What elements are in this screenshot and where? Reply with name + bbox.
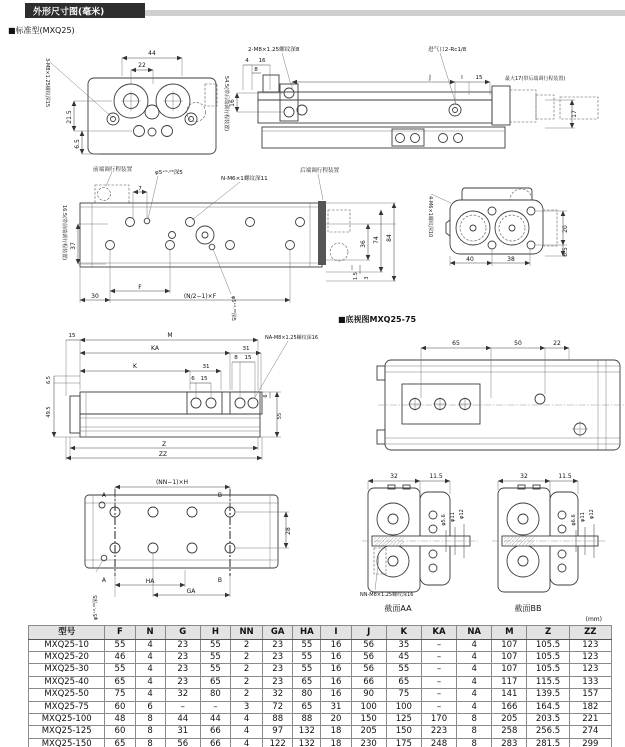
value-cell: 65 [105, 738, 135, 747]
dim-label: (NN−1)×H [155, 479, 189, 486]
value-cell: – [421, 676, 456, 688]
annotation-thread-table: N-M6×1螺纹深11 [221, 176, 268, 182]
value-cell: 122 [263, 738, 293, 747]
value-cell: 55 [105, 664, 135, 676]
value-cell: 23 [263, 676, 293, 688]
value-cell: 16 [321, 651, 351, 663]
value-cell: 55 [293, 651, 321, 663]
value-cell: 4 [457, 676, 492, 688]
value-cell: 56 [351, 664, 386, 676]
value-cell: 35 [386, 639, 421, 651]
dim-label: 40 [466, 256, 474, 263]
column-header: ZZ [569, 626, 611, 640]
column-header: 型号 [29, 626, 105, 640]
value-cell: 2 [230, 676, 262, 688]
dim-label: 6.5 [562, 247, 569, 257]
value-cell: 203.5 [527, 713, 569, 725]
value-cell: 107 [492, 664, 527, 676]
dim-label: 21.5 [66, 110, 73, 124]
value-cell: – [200, 701, 230, 713]
value-cell: 125 [386, 713, 421, 725]
value-cell: 170 [421, 713, 456, 725]
dim-label: 37 [70, 242, 77, 250]
units-note: (mm) [585, 616, 602, 623]
value-cell: 16 [321, 639, 351, 651]
value-cell: 80 [293, 689, 321, 701]
table-row [29, 689, 612, 701]
value-cell: 23 [165, 651, 200, 663]
value-cell: 55 [200, 639, 230, 651]
column-header: GA [263, 626, 293, 640]
value-cell: 132 [293, 738, 321, 747]
value-cell: 23 [263, 664, 293, 676]
value-cell: 66 [351, 676, 386, 688]
section-label-a-top: A [101, 492, 106, 499]
value-cell: – [421, 664, 456, 676]
value-cell: 281.5 [527, 738, 569, 747]
column-header: HA [293, 626, 321, 640]
dim-label: 8 [234, 355, 238, 361]
value-cell: 117 [492, 676, 527, 688]
value-cell: 166 [492, 701, 527, 713]
dim-label: 31 [242, 346, 250, 352]
value-cell: 66 [200, 738, 230, 747]
column-header: N [135, 626, 165, 640]
value-cell: 256.5 [527, 726, 569, 738]
value-cell: 4 [135, 664, 165, 676]
dim-label: K [133, 363, 137, 370]
value-cell: 4 [457, 664, 492, 676]
model-cell: MXQ25-30 [29, 664, 105, 676]
value-cell: 105.5 [527, 651, 569, 663]
value-cell: 65 [293, 701, 321, 713]
table-row [29, 738, 612, 747]
bottom-view-75-drawing [338, 314, 624, 450]
dim-label: 15 [68, 333, 76, 339]
value-cell: 8 [457, 726, 492, 738]
value-cell: 223 [421, 726, 456, 738]
value-cell: 4 [457, 651, 492, 663]
value-cell: 2 [230, 639, 262, 651]
annotation-thread-front: 3-M8×1.25螺纹深15 [44, 58, 50, 108]
dim-label: M [167, 332, 173, 339]
value-cell: 4 [230, 726, 262, 738]
dim-label: Z [161, 441, 167, 448]
value-cell: 90 [351, 689, 386, 701]
value-cell: 65 [293, 676, 321, 688]
value-cell: 139.5 [527, 689, 569, 701]
column-header: J [351, 626, 386, 640]
table-row [29, 713, 612, 725]
dim-label: 65 [452, 340, 460, 347]
dim-label: φ5.6 [441, 514, 447, 526]
model-cell: MXQ25-20 [29, 651, 105, 663]
value-cell: 132 [293, 726, 321, 738]
section-bb-drawing [492, 473, 606, 613]
value-cell: 4 [230, 713, 262, 725]
value-cell: 55 [293, 664, 321, 676]
value-cell: 100 [386, 701, 421, 713]
dim-label: I [461, 75, 463, 81]
column-header: G [165, 626, 200, 640]
value-cell: 16 [321, 664, 351, 676]
table-row [29, 639, 612, 651]
bottom-view-drawing [46, 332, 318, 460]
section-aa-drawing [360, 473, 478, 613]
value-cell: 123 [569, 651, 611, 663]
page-title: 外形尺寸图(毫米) [33, 7, 105, 18]
value-cell: 65 [200, 676, 230, 688]
dim-label: GA [186, 588, 196, 595]
value-cell: 8 [457, 738, 492, 747]
dim-label: 15 [244, 355, 252, 361]
dim-label: 15 [475, 75, 483, 81]
dim-label: 32 [390, 473, 398, 480]
dim-label: 11.5 [429, 473, 443, 480]
rear-end-view-drawing [427, 188, 569, 266]
column-header: NN [230, 626, 262, 640]
value-cell: 248 [421, 738, 456, 747]
dim-label: 7 [138, 186, 142, 192]
dim-label: 6.5 [46, 376, 52, 384]
column-header: F [105, 626, 135, 640]
dim-label: 30 [91, 293, 99, 300]
value-cell: 56 [351, 651, 386, 663]
model-cell: MXQ25-10 [29, 639, 105, 651]
annotation-pin-hole-plate: φ5⁺⁰·⁰³深5 [93, 595, 99, 620]
value-cell: – [421, 639, 456, 651]
value-cell: 182 [569, 701, 611, 713]
dim-label: 28 [285, 527, 292, 535]
value-cell: 32 [165, 689, 200, 701]
table-row [29, 701, 612, 713]
dim-label: 84 [386, 234, 393, 242]
table-row [29, 651, 612, 663]
value-cell: 65 [386, 676, 421, 688]
dim-label: 44 [148, 50, 156, 57]
column-header: H [200, 626, 230, 640]
value-cell: 65 [105, 676, 135, 688]
value-cell: 55 [200, 664, 230, 676]
section-standard-label: ■标准型(MXQ25) [8, 26, 75, 35]
value-cell: 123 [569, 639, 611, 651]
value-cell: 3 [230, 701, 262, 713]
value-cell: 4 [135, 689, 165, 701]
value-cell: 16 [321, 689, 351, 701]
value-cell: 55 [386, 664, 421, 676]
value-cell: 4 [457, 639, 492, 651]
model-cell: MXQ25-125 [29, 726, 105, 738]
value-cell: 8 [135, 738, 165, 747]
value-cell: 175 [386, 738, 421, 747]
value-cell: 221 [569, 713, 611, 725]
dim-label: F [138, 284, 142, 291]
dim-label: φ11 [580, 512, 586, 522]
value-cell: 18 [321, 726, 351, 738]
value-cell: 31 [165, 726, 200, 738]
dim-label: 4 [245, 58, 249, 64]
column-header: Z [527, 626, 569, 640]
value-cell: – [165, 701, 200, 713]
value-cell: 66 [200, 726, 230, 738]
column-header: NA [457, 626, 492, 640]
value-cell: 23 [263, 639, 293, 651]
value-cell: 32 [263, 689, 293, 701]
value-cell: 115.5 [527, 676, 569, 688]
model-cell: MXQ25-150 [29, 738, 105, 747]
value-cell: 123 [569, 664, 611, 676]
dim-label: KA [151, 345, 159, 352]
annotation-thread-rear: 4-M6×1螺纹深10 [427, 196, 433, 238]
value-cell: 8 [135, 713, 165, 725]
annotation-max-stroke: 最大17(带后端调行程装置) [505, 76, 566, 82]
dim-label: 74 [373, 236, 380, 244]
value-cell: 2 [230, 651, 262, 663]
table-row [29, 676, 612, 688]
dim-label: 8 [254, 67, 258, 73]
value-cell: 230 [351, 738, 386, 747]
value-cell: 60 [105, 701, 135, 713]
dim-label: 3 [364, 276, 370, 280]
model-cell: MXQ25-50 [29, 689, 105, 701]
value-cell: 23 [165, 676, 200, 688]
value-cell: 23 [165, 639, 200, 651]
dim-label: (N/2−1)×F [183, 293, 217, 300]
section-label-a-bottom: A [101, 577, 106, 584]
annotation-height-note-plan: 16.5(带前端调行程装置) [61, 205, 67, 261]
dim-label: HA [145, 578, 155, 585]
section-label-b-top: B [217, 492, 222, 499]
bottom-view-75-title: ■底视图MXQ25-75 [338, 315, 417, 324]
value-cell: 283 [492, 738, 527, 747]
annotation-thread-top: 2-M8×1.25螺纹深8 [248, 47, 300, 53]
value-cell: 23 [263, 651, 293, 663]
value-cell: 88 [263, 713, 293, 725]
value-cell: 141 [492, 689, 527, 701]
value-cell: 157 [569, 689, 611, 701]
dim-label: 15 [200, 376, 208, 382]
value-cell: 2 [230, 689, 262, 701]
value-cell: 4 [457, 689, 492, 701]
value-cell: 75 [105, 689, 135, 701]
value-cell: 4 [457, 701, 492, 713]
value-cell: 258 [492, 726, 527, 738]
value-cell: 18 [321, 738, 351, 747]
column-header: M [492, 626, 527, 640]
section-label-b-bottom: B [217, 577, 222, 584]
value-cell: 107 [492, 651, 527, 663]
annotation-rear-adjuster: 后端调行程装置 [300, 168, 340, 174]
dim-label: 16 [229, 99, 236, 107]
value-cell: 60 [105, 726, 135, 738]
dim-label: 22 [138, 62, 146, 69]
value-cell: 4 [230, 738, 262, 747]
value-cell: 97 [263, 726, 293, 738]
value-cell: – [421, 651, 456, 663]
dim-label: 1.5 [353, 272, 359, 280]
column-header: I [321, 626, 351, 640]
value-cell: 105.5 [527, 639, 569, 651]
side-view-drawing [229, 45, 598, 148]
value-cell: 107 [492, 639, 527, 651]
value-cell: 46 [105, 651, 135, 663]
annotation-pin-hole-2: φ5⁺⁰·⁰³深5 [230, 296, 236, 321]
dim-label: 31 [202, 364, 210, 370]
value-cell: 100 [351, 701, 386, 713]
value-cell: 31 [321, 701, 351, 713]
dim-label: 32 [520, 473, 528, 480]
value-cell: 23 [165, 664, 200, 676]
dim-label: φ12 [589, 509, 595, 519]
section-bb-caption: 截面BB [514, 604, 542, 613]
dim-label: 36 [360, 240, 367, 248]
value-cell: 48 [105, 713, 135, 725]
dim-label: J [429, 74, 431, 81]
value-cell: 4 [135, 676, 165, 688]
value-cell: 4 [135, 639, 165, 651]
value-cell: 4 [135, 651, 165, 663]
dim-label: 6 [191, 376, 195, 382]
value-cell: – [421, 701, 456, 713]
value-cell: 16 [321, 676, 351, 688]
value-cell: 20 [321, 713, 351, 725]
value-cell: 150 [351, 713, 386, 725]
dim-label: 6.5 [74, 139, 81, 149]
dim-label: 20 [562, 225, 569, 233]
table-plate-view-drawing [85, 479, 292, 620]
dim-label: φ11 [450, 512, 456, 522]
table-row [29, 726, 612, 738]
annotation-thread-bottom: NA-M8×1.25螺纹深16 [265, 335, 319, 341]
value-cell: 44 [165, 713, 200, 725]
dim-label: 11.5 [558, 473, 572, 480]
value-cell: 55 [105, 639, 135, 651]
annotation-pin-hole: φ5⁺⁰·⁰³深5 [155, 170, 183, 176]
dim-label: 38 [507, 256, 515, 263]
dimension-table [28, 625, 612, 747]
value-cell: 274 [569, 726, 611, 738]
value-cell: 133 [569, 676, 611, 688]
value-cell: 56 [351, 639, 386, 651]
table-row [29, 664, 612, 676]
value-cell: 205 [351, 726, 386, 738]
value-cell: 150 [386, 726, 421, 738]
value-cell: 299 [569, 738, 611, 747]
annotation-thread-table-plate: NN-M8×1.25螺纹深16 [360, 592, 414, 598]
dim-label: φ12 [459, 509, 465, 519]
value-cell: 8 [135, 726, 165, 738]
column-header: KA [421, 626, 456, 640]
dim-label: 55 [277, 412, 283, 420]
top-view-drawing [61, 165, 396, 321]
section-aa-caption: 截面AA [384, 604, 412, 613]
value-cell: 164.5 [527, 701, 569, 713]
page-header [8, 3, 625, 35]
value-cell: 56 [165, 738, 200, 747]
value-cell: – [421, 689, 456, 701]
value-cell: 75 [386, 689, 421, 701]
dim-label: 22 [553, 340, 561, 347]
model-cell: MXQ25-75 [29, 701, 105, 713]
dim-label: 6 [263, 394, 269, 398]
value-cell: 45 [386, 651, 421, 663]
value-cell: 80 [200, 689, 230, 701]
dim-label: ZZ [158, 451, 168, 458]
model-cell: MXQ25-100 [29, 713, 105, 725]
annotation-height-note: 54.5(带后端调行程装置) [223, 76, 229, 132]
dim-label: 17 [571, 110, 578, 118]
value-cell: 72 [263, 701, 293, 713]
annotation-front-adjuster: 前端调行程装置 [93, 167, 133, 173]
dim-label: 50 [514, 340, 522, 347]
value-cell: 8 [457, 713, 492, 725]
value-cell: 6 [135, 701, 165, 713]
dimension-table-container [28, 625, 612, 747]
value-cell: 44 [200, 713, 230, 725]
value-cell: 88 [293, 713, 321, 725]
table-header-row [29, 626, 612, 640]
value-cell: 55 [293, 639, 321, 651]
front-end-view-drawing [44, 50, 230, 154]
dim-label: φ6.6 [571, 514, 577, 526]
value-cell: 2 [230, 664, 262, 676]
value-cell: 105.5 [527, 664, 569, 676]
column-header: K [386, 626, 421, 640]
annotation-air-port: 进气口2-Rc1/8 [428, 47, 467, 53]
dim-label: 16 [258, 58, 266, 64]
dim-label: 49.5 [46, 406, 52, 418]
value-cell: 205 [492, 713, 527, 725]
model-cell: MXQ25-40 [29, 676, 105, 688]
value-cell: 55 [200, 651, 230, 663]
